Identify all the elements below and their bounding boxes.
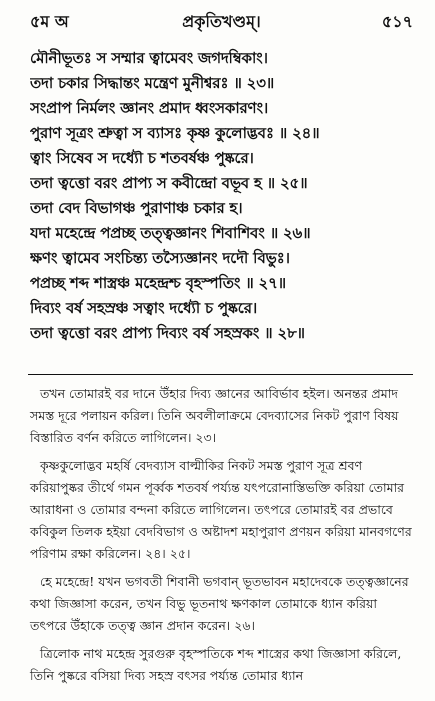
verse-line: পপ্রচ্ছ শব্দ শাস্ত্রঞ্চ মহেন্দ্রশ্চ বৃহস্পতিং ॥ ২৭॥ (30, 274, 286, 292)
verse-line: যদা মহেন্দ্রে পপ্রচ্ছ তত্ত্বজ্ঞানং শিবাশিবং ॥ ২৬॥ (30, 224, 311, 242)
verse-line: মৌনীভূতঃ স সম্মার ত্বামেবং জগদম্বিকাং। (30, 49, 268, 67)
translation-block (30, 383, 413, 693)
paragraph: কৃষ্ণকুলোদ্ভব মহর্ষি বেদব্যাস বাল্মীকির নিকট সমস্ত পুরাণ সূত্র শ্রবণ করিয়াপুষ্কর তীর্থে গমন পূর্ব্বক শতবর্ষ পর্য্যন্ত যৎপরোনাস্তিভক্তি করিয়া তোমার আরাধনা ও তোমার বন্দনা করিতে লাগিলেন। তৎপরে তোমারই বর প্রভাবে কবিকুল তিলক হইয়া বেদবিভাগ ও অষ্টাদশ মহাপুরাণ প্রণয়ন করিয়া মানবগণের পরিণাম রক্ষা করিলেন। ২৪। ২৫। (30, 458, 412, 561)
section-divider (28, 374, 413, 375)
page-header (30, 8, 413, 36)
verse-line: তদা বেদ বিভাগঞ্চ পুরাণাঞ্চ চকার হ। (30, 199, 243, 217)
verse-block (30, 46, 413, 346)
verse-line: তদা ত্বত্তো বরং প্রাপ্য দিব্যং বর্ষ সহস্রকং ॥ ২৮॥ (30, 324, 305, 342)
verse-line: তদা ত্বত্তো বরং প্রাপ্য স কবীন্দ্রো বভূব হ ॥ ২৫॥ (30, 174, 308, 192)
verse-line: ক্ষণং ত্বামেব সংচিন্ত্য তস্যৈজ্ঞানং দদৌ বিভুঃ। (30, 249, 290, 267)
verse-line: ত্বাং সিষেব স দধ্যৌ চ শতবর্ষঞ্চ পুষ্করে। (30, 149, 254, 167)
paragraph: তখন তোমারই বর দানে উঁহার দিব্য জ্ঞানের আবির্ভাব হইল। অনন্তর প্রমাদ সমস্ত দূরে পলায়ন করিল। তিনি অবলীলাক্রমে বেদব্যাসের নিকট পুরাণ বিষয় বিস্তারিত বর্ণন করিতে লাগিলেন। ২৩। (30, 386, 399, 445)
page-number: ৫১৭ (381, 11, 413, 31)
chapter-label: ৫ম অ (30, 11, 69, 31)
section-title: প্রকৃতিখণ্ডম্। (182, 11, 261, 31)
paragraph: ত্রিলোক নাথ মহেন্দ্র সুরগুরু বৃহস্পতিকে শব্দ শাস্ত্রের কথা জিজ্ঞাসা করিলে, তিনি পুষ্করে বসিয়া দিব্য সহস্র বৎসর পর্য্যন্ত তোমার ধ্যান (30, 646, 402, 683)
verse-line: পুরাণ সূত্রং শ্রুত্বা স ব্যাসঃ কৃষ্ণ কুলোদ্ভবঃ ॥ ২৪॥ (30, 124, 320, 142)
verse-line: তদা চকার সিদ্ধান্তং মন্ত্ৰেণ মুনীশ্বরঃ ॥ ২৩॥ (30, 74, 275, 92)
verse-line: দিব্যং বর্ষ সহস্রঞ্চ সত্বাং দধ্যৌ চ পুষ্করে। (30, 299, 257, 317)
verse-line: সংপ্রাপ নির্মলং জ্ঞানং প্রমাদ ধ্বংসকারণং। (30, 99, 269, 117)
paragraph: হে মহেন্দ্রে! যখন ভগবতী শিবানী ভগবান্ ভূতভাবন মহাদেবকে তত্ত্বজ্ঞানের কথা জিজ্ঞাসা করেন, তখন বিভু ভূতনাথ ক্ষণকাল তোমাকে ধ্যান করিয়া তৎপরে উঁহাকে তত্ত্ব জ্ঞান প্রদান করেন। ২৬। (30, 574, 409, 633)
